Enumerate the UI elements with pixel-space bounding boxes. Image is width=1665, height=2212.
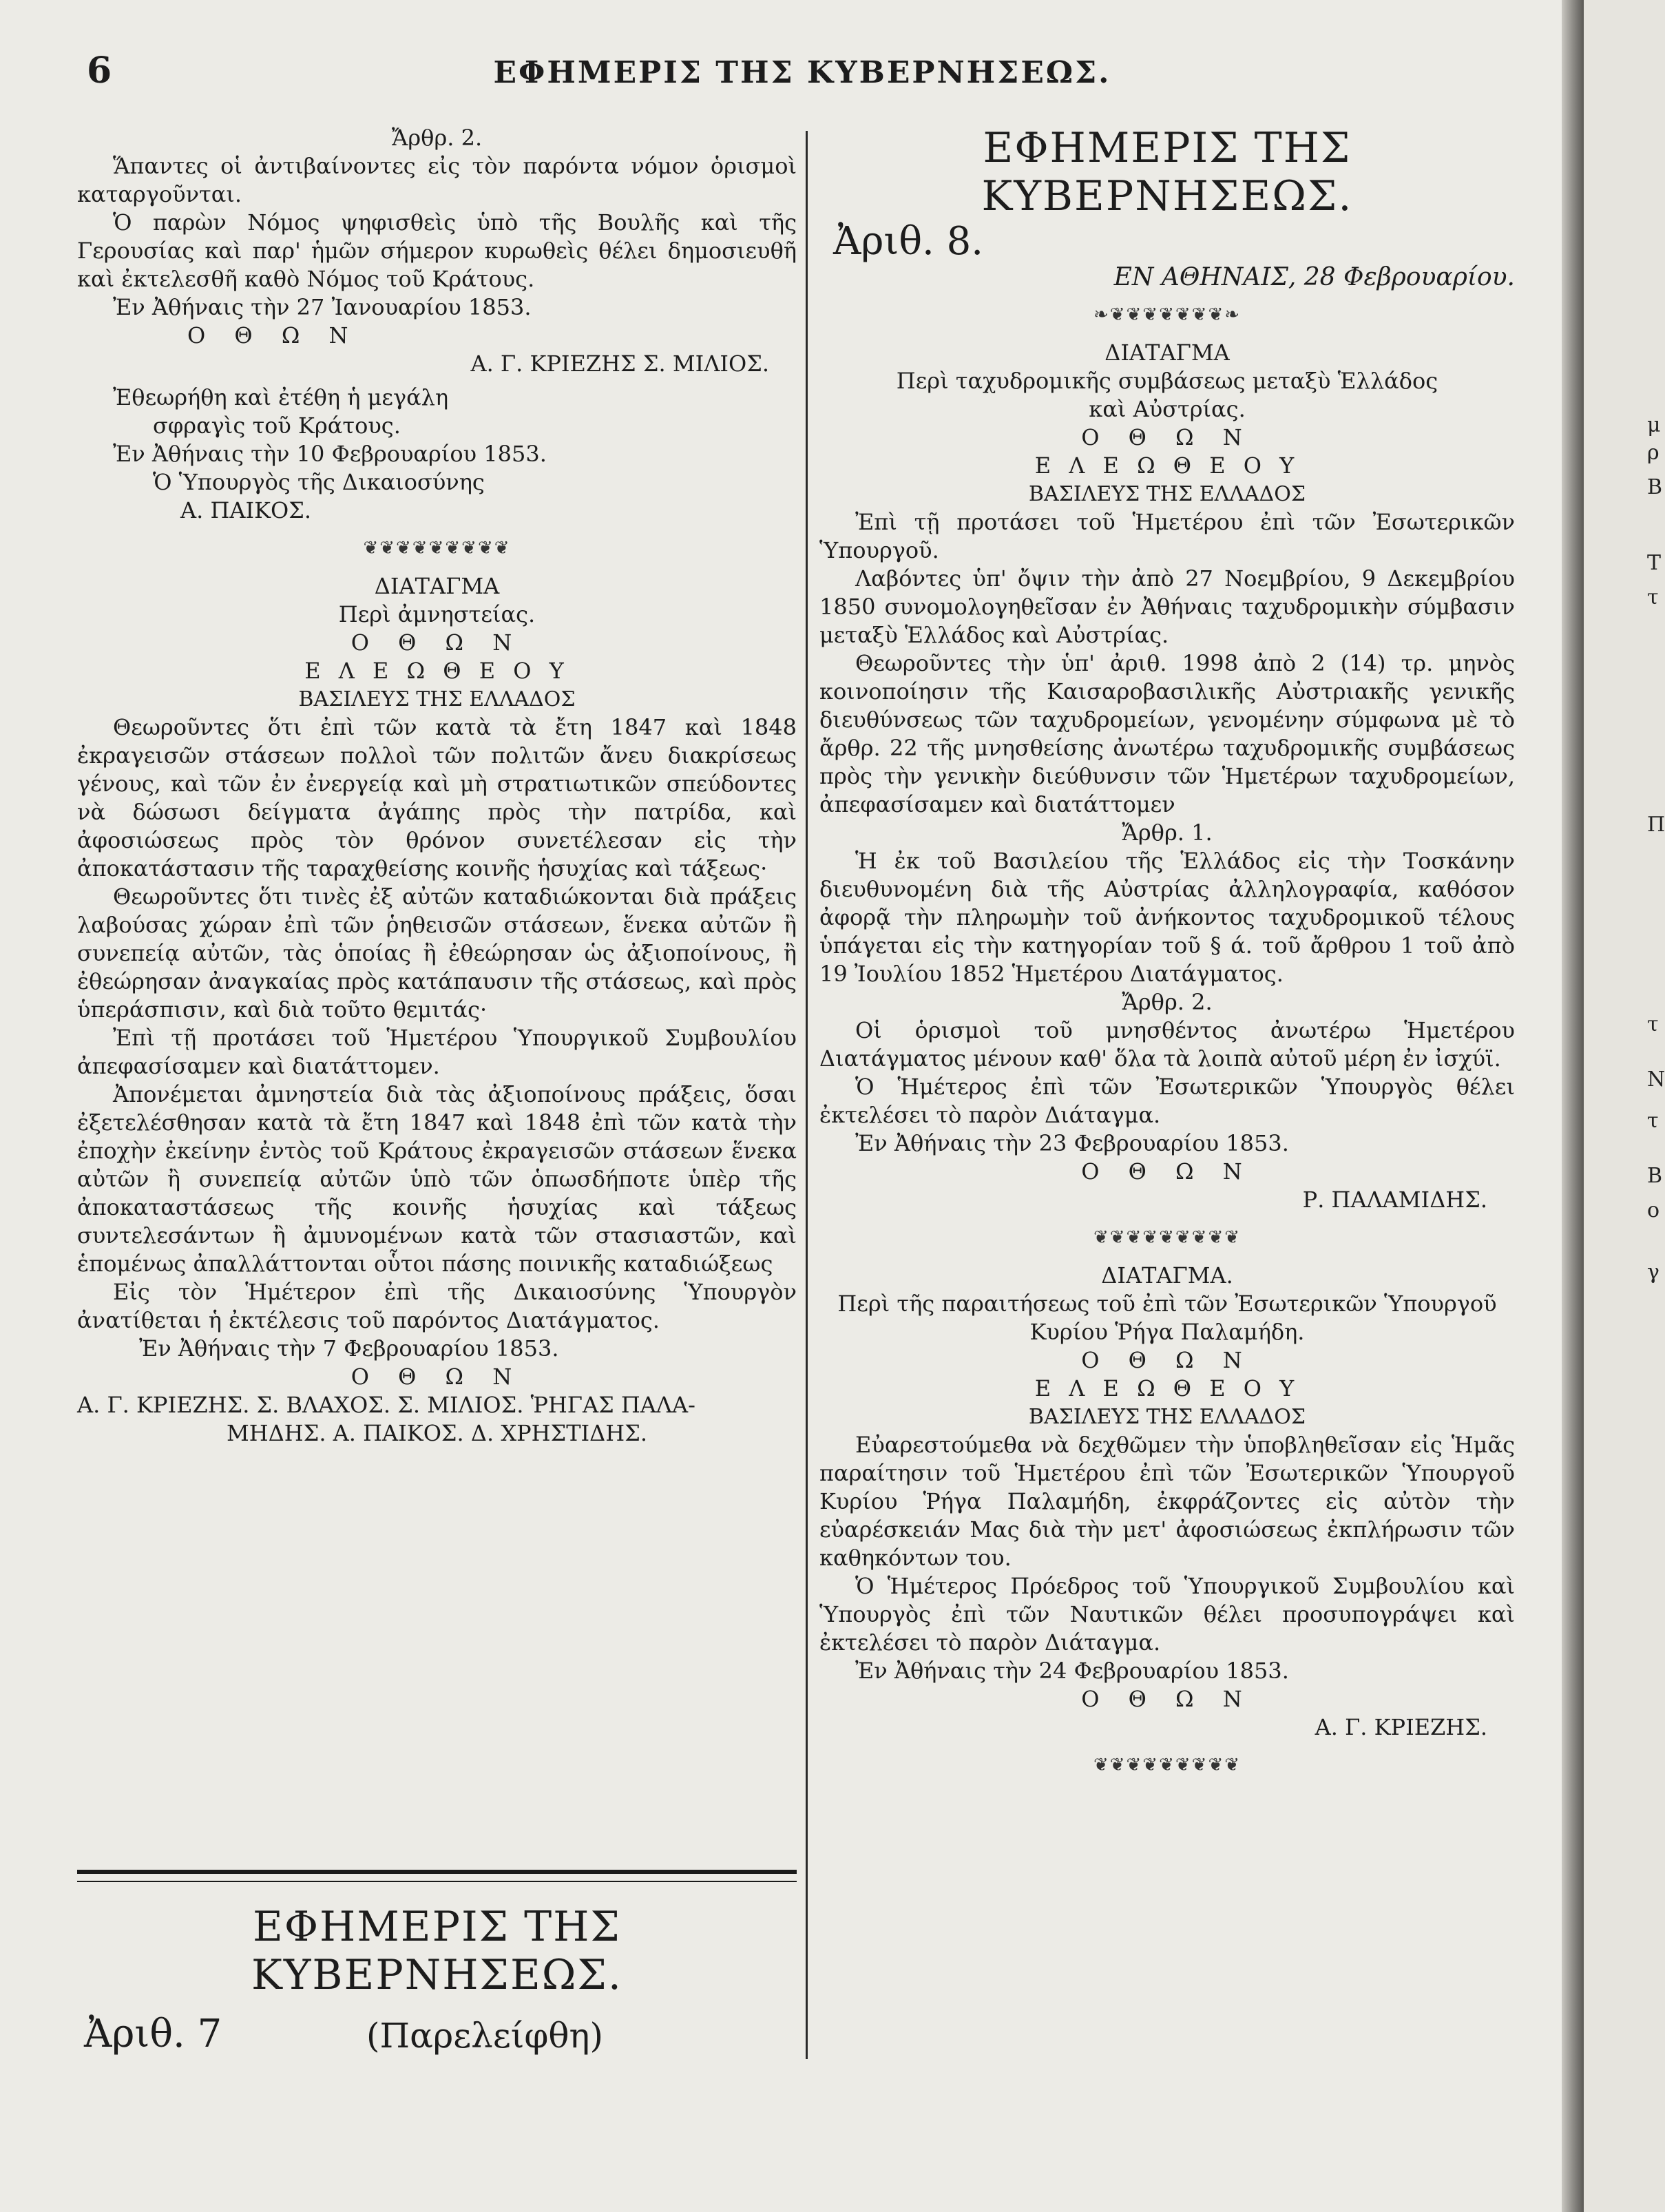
signatories-line1: Α. Γ. ΚΡΙΕΖΗΣ. Σ. ΒΛΑΧΟΣ. Σ. ΜΙΛΙΟΣ. ῬΗΓΑΣ ΠΑΛΑ- bbox=[77, 1392, 695, 1418]
otho-line: Ο Θ Ω Ν bbox=[350, 629, 523, 656]
left-column bbox=[77, 124, 797, 1448]
king-title: ΒΑΣΙΛΕΥΣ ΤΗΣ ΕΛΛΑΔΟΣ bbox=[298, 687, 576, 711]
adjacent-text-fragment: τ bbox=[1647, 1109, 1659, 1133]
signatories: Α. Γ. ΚΡΙΕΖΗΣ Σ. ΜΙΛΙΟΣ. bbox=[470, 351, 769, 377]
date-line: Ἐν Ἀθήναις τὴν 10 Φεβρουαρίου 1853. bbox=[113, 441, 547, 467]
adjacent-page-edge bbox=[1584, 0, 1665, 2212]
otho-line: Ο Θ Ω Ν bbox=[1081, 424, 1253, 450]
decree-title: ΔΙΑΤΑΓΜΑ bbox=[374, 573, 500, 599]
otho-line: Ο Θ Ω Ν bbox=[1081, 1347, 1253, 1373]
ornament-divider: ❦❦❦❦❦❦❦❦❦ bbox=[1093, 1227, 1242, 1248]
article-text: Ἡ ἐκ τοῦ Βασιλείου τῆς Ἑλλάδος εἰς τὴν Τοσκάνην διευθυνομένη διὰ τῆς Αὐστρίας ἀλληλογραφία, καθόσον ἀφορᾷ τὴν πληρωμὴν τοῦ ἀνήκοντος ταχυδρομικοῦ τέλους ὑπάγεται εἰς τὴν κατηγορίαν τοῦ § ά. τοῦ ἄρθρου 1 τοῦ ἀπὸ 19 Ἰουλίου 1852 Ἡμετέρου Διατάγματος. bbox=[819, 848, 1515, 987]
signatories: Ρ. ΠΑΛΑΜΙΔΗΣ. bbox=[1302, 1187, 1487, 1213]
decree-title: ΔΙΑΤΑΓΜΑ bbox=[1104, 340, 1230, 366]
issue-number: Ἀριθ. 8. bbox=[833, 219, 984, 264]
adjacent-text-fragment: ρ bbox=[1647, 441, 1659, 465]
article-text: Οἱ ὁρισμοὶ τοῦ μνησθέντος ἀνωτέρω Ἡμετέρου Διατάγματος μένουν καθ' ὅλα τὰ λοιπὰ αὐτοῦ μέρη ἐν ἰσχύϊ. bbox=[819, 1017, 1515, 1072]
by-grace-of-god: Ε Λ Ε Ω Θ Ε Ο Υ bbox=[304, 658, 569, 684]
otho-line: Ο Θ Ω Ν bbox=[187, 322, 359, 348]
decree-subject: Κυρίου Ῥήγα Παλαμήδη. bbox=[1029, 1319, 1305, 1345]
page-header bbox=[76, 43, 1529, 98]
body-paragraph: Εὐαρεστούμεθα νὰ δεχθῶμεν τὴν ὑποβληθεῖσαν εἰς Ἡμᾶς παραίτησιν τοῦ Ἡμετέρου ἐπὶ τῶν Ἐσωτερικῶν Ὑπουργοῦ Κυρίου Ῥήγα Παλαμήδη, ἐκφράζοντες εἰς αὐτὸν τὴν εὐαρέσκειάν Μας διὰ τὴν μετ' ἀφοσιώσεως ἐκπλήρωσιν τῶν καθηκόντων του. bbox=[819, 1432, 1515, 1571]
decree-subject: Περὶ τῆς παραιτήσεως τοῦ ἐπὶ τῶν Ἐσωτερικῶν Ὑπουργοῦ bbox=[837, 1291, 1497, 1317]
law-text: Ὁ παρὼν Νόμος ψηφισθεὶς ὑπὸ τῆς Βουλῆς καὶ τῆς Γερουσίας καὶ παρ' ἡμῶν σήμερον κυρωθεὶς θέλει δημοσιευθῆ καὶ ἐκτελεσθῆ καθὸ Νόμος τοῦ Κράτους. bbox=[77, 209, 797, 292]
double-rule bbox=[77, 1870, 797, 1882]
body-paragraph: Θεωροῦντες τὴν ὑπ' ἀριθ. 1998 ἀπὸ 2 (14) τρ. μηνὸς κοινοποίησιν τῆς Καισαροβασιλικῆς Αὐστριακῆς γενικῆς διευθύνσεως τῶν ταχυδρομείων, γενομένην σύμφωνα μὲ τὸ ἄρθρ. 22 τῆς μνησθείσης ἀνωτέρω ταχυδρομικῆς συμβάσεως πρὸς τὴν γενικὴν διεύθυνσιν τῶν Ἡμετέρων ταχυδρομείων, ἀπεφασίσαμεν καὶ διατάττομεν bbox=[819, 650, 1515, 817]
adjacent-text-fragment: μ bbox=[1647, 413, 1661, 437]
otho-line: Ο Θ Ω Ν bbox=[1081, 1686, 1253, 1712]
signatories-line2: ΜΗΔΗΣ. Α. ΠΑΙΚΟΣ. Δ. ΧΡΗΣΤΙΔΗΣ. bbox=[227, 1420, 647, 1446]
page-number: 6 bbox=[87, 50, 112, 92]
dateline: ΕΝ ΑΘΗΝΑΙΣ, 28 Φεβρουαρίου. bbox=[1113, 263, 1515, 291]
date-line: Ἐν Ἀθήναις τὴν 27 Ἰανουαρίου 1853. bbox=[113, 294, 532, 320]
minister-name: Α. ΠΑΙΚΟΣ. bbox=[180, 497, 312, 523]
ornament-divider: ❦❦❦❦❦❦❦❦❦ bbox=[1093, 1755, 1242, 1775]
issue-number: Ἀριθ. 7 bbox=[84, 2012, 222, 2056]
right-column bbox=[819, 124, 1515, 1789]
minister-title: Ὁ Ὑπουργὸς τῆς Δικαιοσύνης bbox=[153, 469, 485, 495]
book-gutter bbox=[1562, 0, 1584, 2212]
otho-line: Ο Θ Ω Ν bbox=[350, 1364, 523, 1390]
king-title: ΒΑΣΙΛΕΥΣ ΤΗΣ ΕΛΛΑΔΟΣ bbox=[1028, 1405, 1306, 1429]
adjacent-text-fragment: τ bbox=[1647, 1012, 1659, 1036]
body-paragraph: Λαβόντες ὑπ' ὄψιν τὴν ἀπὸ 27 Νοεμβρίου, 9 Δεκεμβρίου 1850 συνομολογηθεῖσαν ἐν Ἀθήναις ταχυδρομικὴν σύμβασιν μεταξὺ Ἑλλάδος καὶ Αὐστρίας. bbox=[819, 565, 1515, 648]
omitted-note: (Παρελείφθη) bbox=[366, 2016, 603, 2056]
body-paragraph: Ἐπὶ τῇ προτάσει τοῦ Ἡμετέρου ἐπὶ τῶν Ἐσωτερικῶν Ὑπουργοῦ. bbox=[819, 509, 1515, 563]
by-grace-of-god: Ε Λ Ε Ω Θ Ε Ο Υ bbox=[1034, 452, 1300, 479]
adjacent-text-fragment: Π bbox=[1647, 813, 1665, 837]
seal-note-line1: Ἐθεωρήθη καὶ ἐτέθη ἡ μεγάλη bbox=[113, 384, 449, 410]
adjacent-text-fragment: Ν bbox=[1647, 1067, 1665, 1092]
gazette-7-block bbox=[77, 1842, 797, 2068]
article-heading: Ἄρθρ. 2. bbox=[391, 125, 483, 151]
signatories: Α. Γ. ΚΡΙΕΖΗΣ. bbox=[1315, 1714, 1487, 1740]
decree-subject: καὶ Αὐστρίας. bbox=[1089, 396, 1246, 422]
ornament-divider: ❧❦❦❦❦❦❦❦❧ bbox=[1093, 304, 1242, 325]
king-title: ΒΑΣΙΛΕΥΣ ΤΗΣ ΕΛΛΑΔΟΣ bbox=[1028, 482, 1306, 506]
body-paragraph: Ἀπονέμεται ἀμνηστεία διὰ τὰς ἀξιοποίνους πράξεις, ὅσαι ἐξετελέσθησαν κατὰ τὰ ἔτη 1847 καὶ 1848 ἐπὶ τῶν κατὰ τὴν ἐποχὴν ἐκείνην ἐντὸς τοῦ Κράτους ἐκραγεισῶν στάσεων ἕνεκα αὐτῶν ἢ συνεπείᾳ αὐτῶν ὑπὸ τῶν ὁπωσδήποτε ὑπὲρ τῆς ἀποκαταστάσεως τῆς κοινῆς ἡσυχίας καὶ τάξεως συντελεσάντων ἢ ἀμυνομένων κατὰ τῶν στασιαστῶν, καὶ ἑπομένως ἀπαλλάττονται οὗτοι πάσης ποινικῆς καταδιώξεως bbox=[77, 1081, 797, 1277]
adjacent-text-fragment: ο bbox=[1647, 1198, 1660, 1222]
gazette-title: ΕΦΗΜΕΡΙΣ ΤΗΣ ΚΥΒΕΡΝΗΣΕΩΣ. bbox=[251, 1903, 622, 1999]
adjacent-text-fragment: τ bbox=[1647, 585, 1659, 609]
column-rule bbox=[806, 131, 808, 2059]
date-line: Ἐν Ἀθήναις τὴν 24 Φεβρουαρίου 1853. bbox=[855, 1658, 1289, 1684]
adjacent-text-fragment: Β bbox=[1647, 475, 1663, 499]
decree-subject: Περὶ ταχυδρομικῆς συμβάσεως μεταξὺ Ἑλλάδος bbox=[896, 368, 1438, 394]
date-line: Ἐν Ἀθήναις τὴν 7 Φεβρουαρίου 1853. bbox=[139, 1335, 559, 1361]
otho-line: Ο Θ Ω Ν bbox=[1081, 1158, 1253, 1185]
body-paragraph: Θεωροῦντες ὅτι ἐπὶ τῶν κατὰ τὰ ἔτη 1847 καὶ 1848 ἐκραγεισῶν στάσεων πολλοὶ τῶν πολιτῶν ἄνευ διακρίσεως γένους, καὶ τῶν ἐν ἐνεργείᾳ καὶ μὴ στρατιωτικῶν σπεύδοντες νὰ δώσωσι δείγματα ἀγάπης πρὸς τὴν πατρίδα, καὶ ἀφοσιώσεως πρὸς τὸν θρόνον συνετέλεσαν εἰς τὴν ἀποκατάστασιν τῆς ταραχθείσης κοινῆς ἡσυχίας καὶ τάξεως· bbox=[77, 714, 797, 881]
body-paragraph: Ὁ Ἡμέτερος Πρόεδρος τοῦ Ὑπουργικοῦ Συμβουλίου καὶ Ὑπουργὸς ἐπὶ τῶν Ναυτικῶν θέλει προσυπογράψει καὶ ἐκτελέσει τὸ παρὸν Διάταγμα. bbox=[819, 1573, 1515, 1656]
seal-note-line2: σφραγὶς τοῦ Κράτους. bbox=[153, 413, 401, 439]
article-heading: Ἄρθρ. 2. bbox=[1122, 989, 1213, 1015]
adjacent-text-fragment: Β bbox=[1647, 1164, 1663, 1188]
date-line: Ἐν Ἀθήναις τὴν 23 Φεβρουαρίου 1853. bbox=[855, 1130, 1289, 1156]
body-paragraph: Θεωροῦντες ὅτι τινὲς ἐξ αὐτῶν καταδιώκονται διὰ πράξεις λαβούσας χώραν ἐπὶ τῶν ῥηθεισῶν στάσεων, ἕνεκα αὐτῶν ἢ συνεπείᾳ αὐτῶν, τὰς ὁποίας ἢ ἐθεώρησαν ὡς ἀξιοποίνους, ἢ ἐθεώρησαν ἀναγκαίας πρὸς κατάπαυσιν τῆς στάσεως, καὶ πρὸς ὑπεράσπισιν, καὶ διὰ τοῦτο θεμιτάς· bbox=[77, 884, 797, 1023]
gazette-title: ΕΦΗΜΕΡΙΣ ΤΗΣ ΚΥΒΕΡΝΗΣΕΩΣ. bbox=[981, 124, 1353, 220]
ornament-divider: ❦❦❦❦❦❦❦❦❦ bbox=[363, 538, 511, 559]
execution-clause: Ὁ Ἡμέτερος ἐπὶ τῶν Ἐσωτερικῶν Ὑπουργὸς θέλει ἐκτελέσει τὸ παρὸν Διάταγμα. bbox=[819, 1074, 1515, 1128]
article-text: Ἅπαντες οἱ ἀντιβαίνοντες εἰς τὸν παρόντα νόμον ὁρισμοὶ καταργοῦνται. bbox=[77, 153, 797, 207]
adjacent-text-fragment: Τ bbox=[1647, 551, 1662, 575]
decree-subject: Περὶ ἀμνηστείας. bbox=[338, 601, 536, 627]
body-paragraph: Ἐπὶ τῇ προτάσει τοῦ Ἡμετέρου Ὑπουργικοῦ Συμβουλίου ἀπεφασίσαμεν καὶ διατάττομεν. bbox=[77, 1025, 797, 1079]
article-heading: Ἄρθρ. 1. bbox=[1122, 820, 1213, 846]
by-grace-of-god: Ε Λ Ε Ω Θ Ε Ο Υ bbox=[1034, 1375, 1300, 1401]
adjacent-text-fragment: γ bbox=[1647, 1260, 1659, 1284]
running-title: ΕΦΗΜΕΡΙΣ ΤΗΣ ΚΥΒΕΡΝΗΣΕΩΣ. bbox=[493, 55, 1111, 90]
body-paragraph: Εἰς τὸν Ἡμέτερον ἐπὶ τῆς Δικαιοσύνης Ὑπουργὸν ἀνατίθεται ἡ ἐκτέλεσις τοῦ παρόντος Διατάγματος. bbox=[77, 1279, 797, 1333]
decree-title: ΔΙΑΤΑΓΜΑ. bbox=[1101, 1262, 1233, 1288]
